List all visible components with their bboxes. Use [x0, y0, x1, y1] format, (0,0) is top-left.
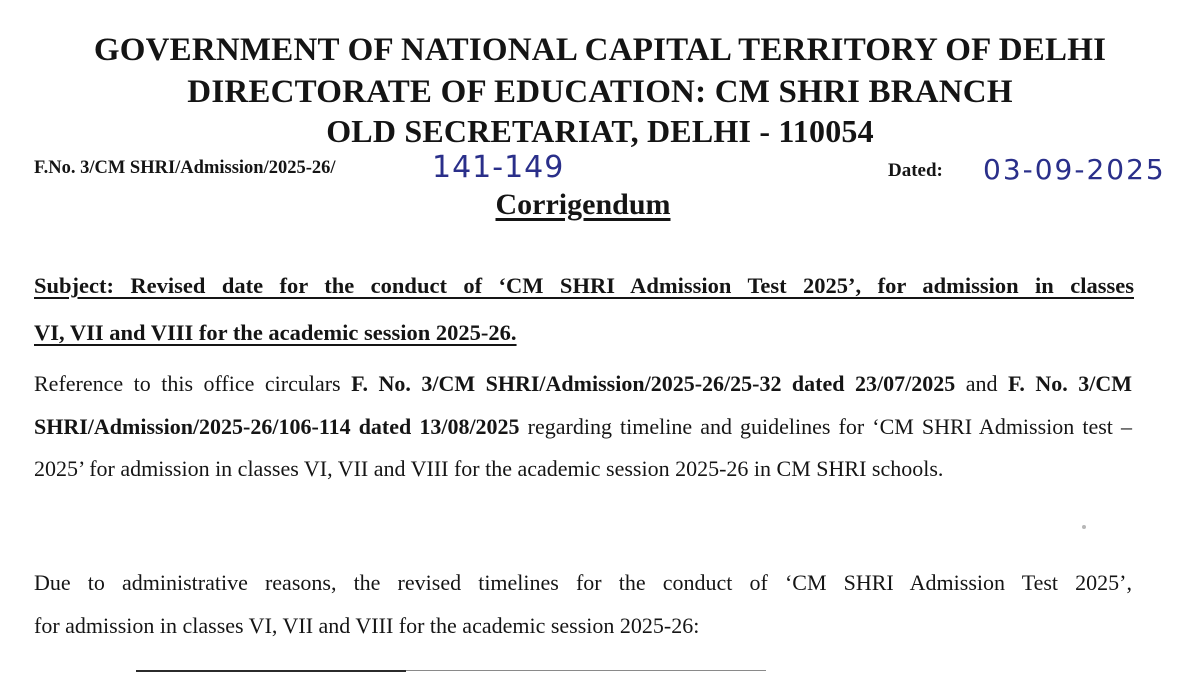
circular-reference-1: F. No. 3/CM SHRI/Admission/2025-26/25-32 dated 23/07/2025 [351, 371, 956, 396]
reference-text-1: Reference to this office circulars [34, 371, 352, 396]
revision-line-1: Due to administrative reasons, the revised timelines for the conduct of ‘CM SHRI Admission Test 2025’, [34, 570, 1132, 595]
header-address: OLD SECRETARIAT, DELHI - 110054 [326, 113, 874, 149]
file-number-handwritten: 141-149 [432, 150, 565, 185]
reference-paragraph [34, 363, 1132, 491]
header-directorate: DIRECTORATE OF EDUCATION: CM SHRI BRANCH [187, 74, 1013, 110]
header-government: GOVERNMENT OF NATIONAL CAPITAL TERRITORY OF DELHI [93, 32, 1107, 68]
dated-label: Dated: [888, 160, 943, 181]
circular-reference-2: F. No. 3/CM SHRI/Admission/2025-26/106-114 dated 13/08/2025 [34, 371, 1132, 439]
revision-line-2: for admission in classes VI, VII and VIII for the academic session 2025-26: [34, 612, 700, 638]
dated-handwritten: 03-09-2025 [983, 153, 1166, 186]
reference-text-3: regarding timeline and guidelines for ‘CM SHRI Admission test – 2025’ for admission in classes VI, VII and VIII for the academic session 2025-26 in CM SHRI schools. [34, 413, 1132, 481]
table-top-rule-faint [406, 670, 766, 671]
table-top-rule [136, 670, 406, 672]
reference-text-2: and [955, 371, 1008, 396]
scan-speck [1082, 525, 1086, 529]
file-number-label: F.No. 3/CM SHRI/Admission/2025-26/ [34, 158, 336, 178]
subject-block [34, 262, 1134, 356]
document-title: Corrigendum [495, 188, 671, 221]
subject-line-2: VI, VII and VIII for the academic session 2025-26. [34, 320, 517, 345]
revision-paragraph [34, 562, 1132, 647]
subject-line-1: Subject: Revised date for the conduct of ‘CM SHRI Admission Test 2025’, for admission in classes [34, 273, 1134, 298]
